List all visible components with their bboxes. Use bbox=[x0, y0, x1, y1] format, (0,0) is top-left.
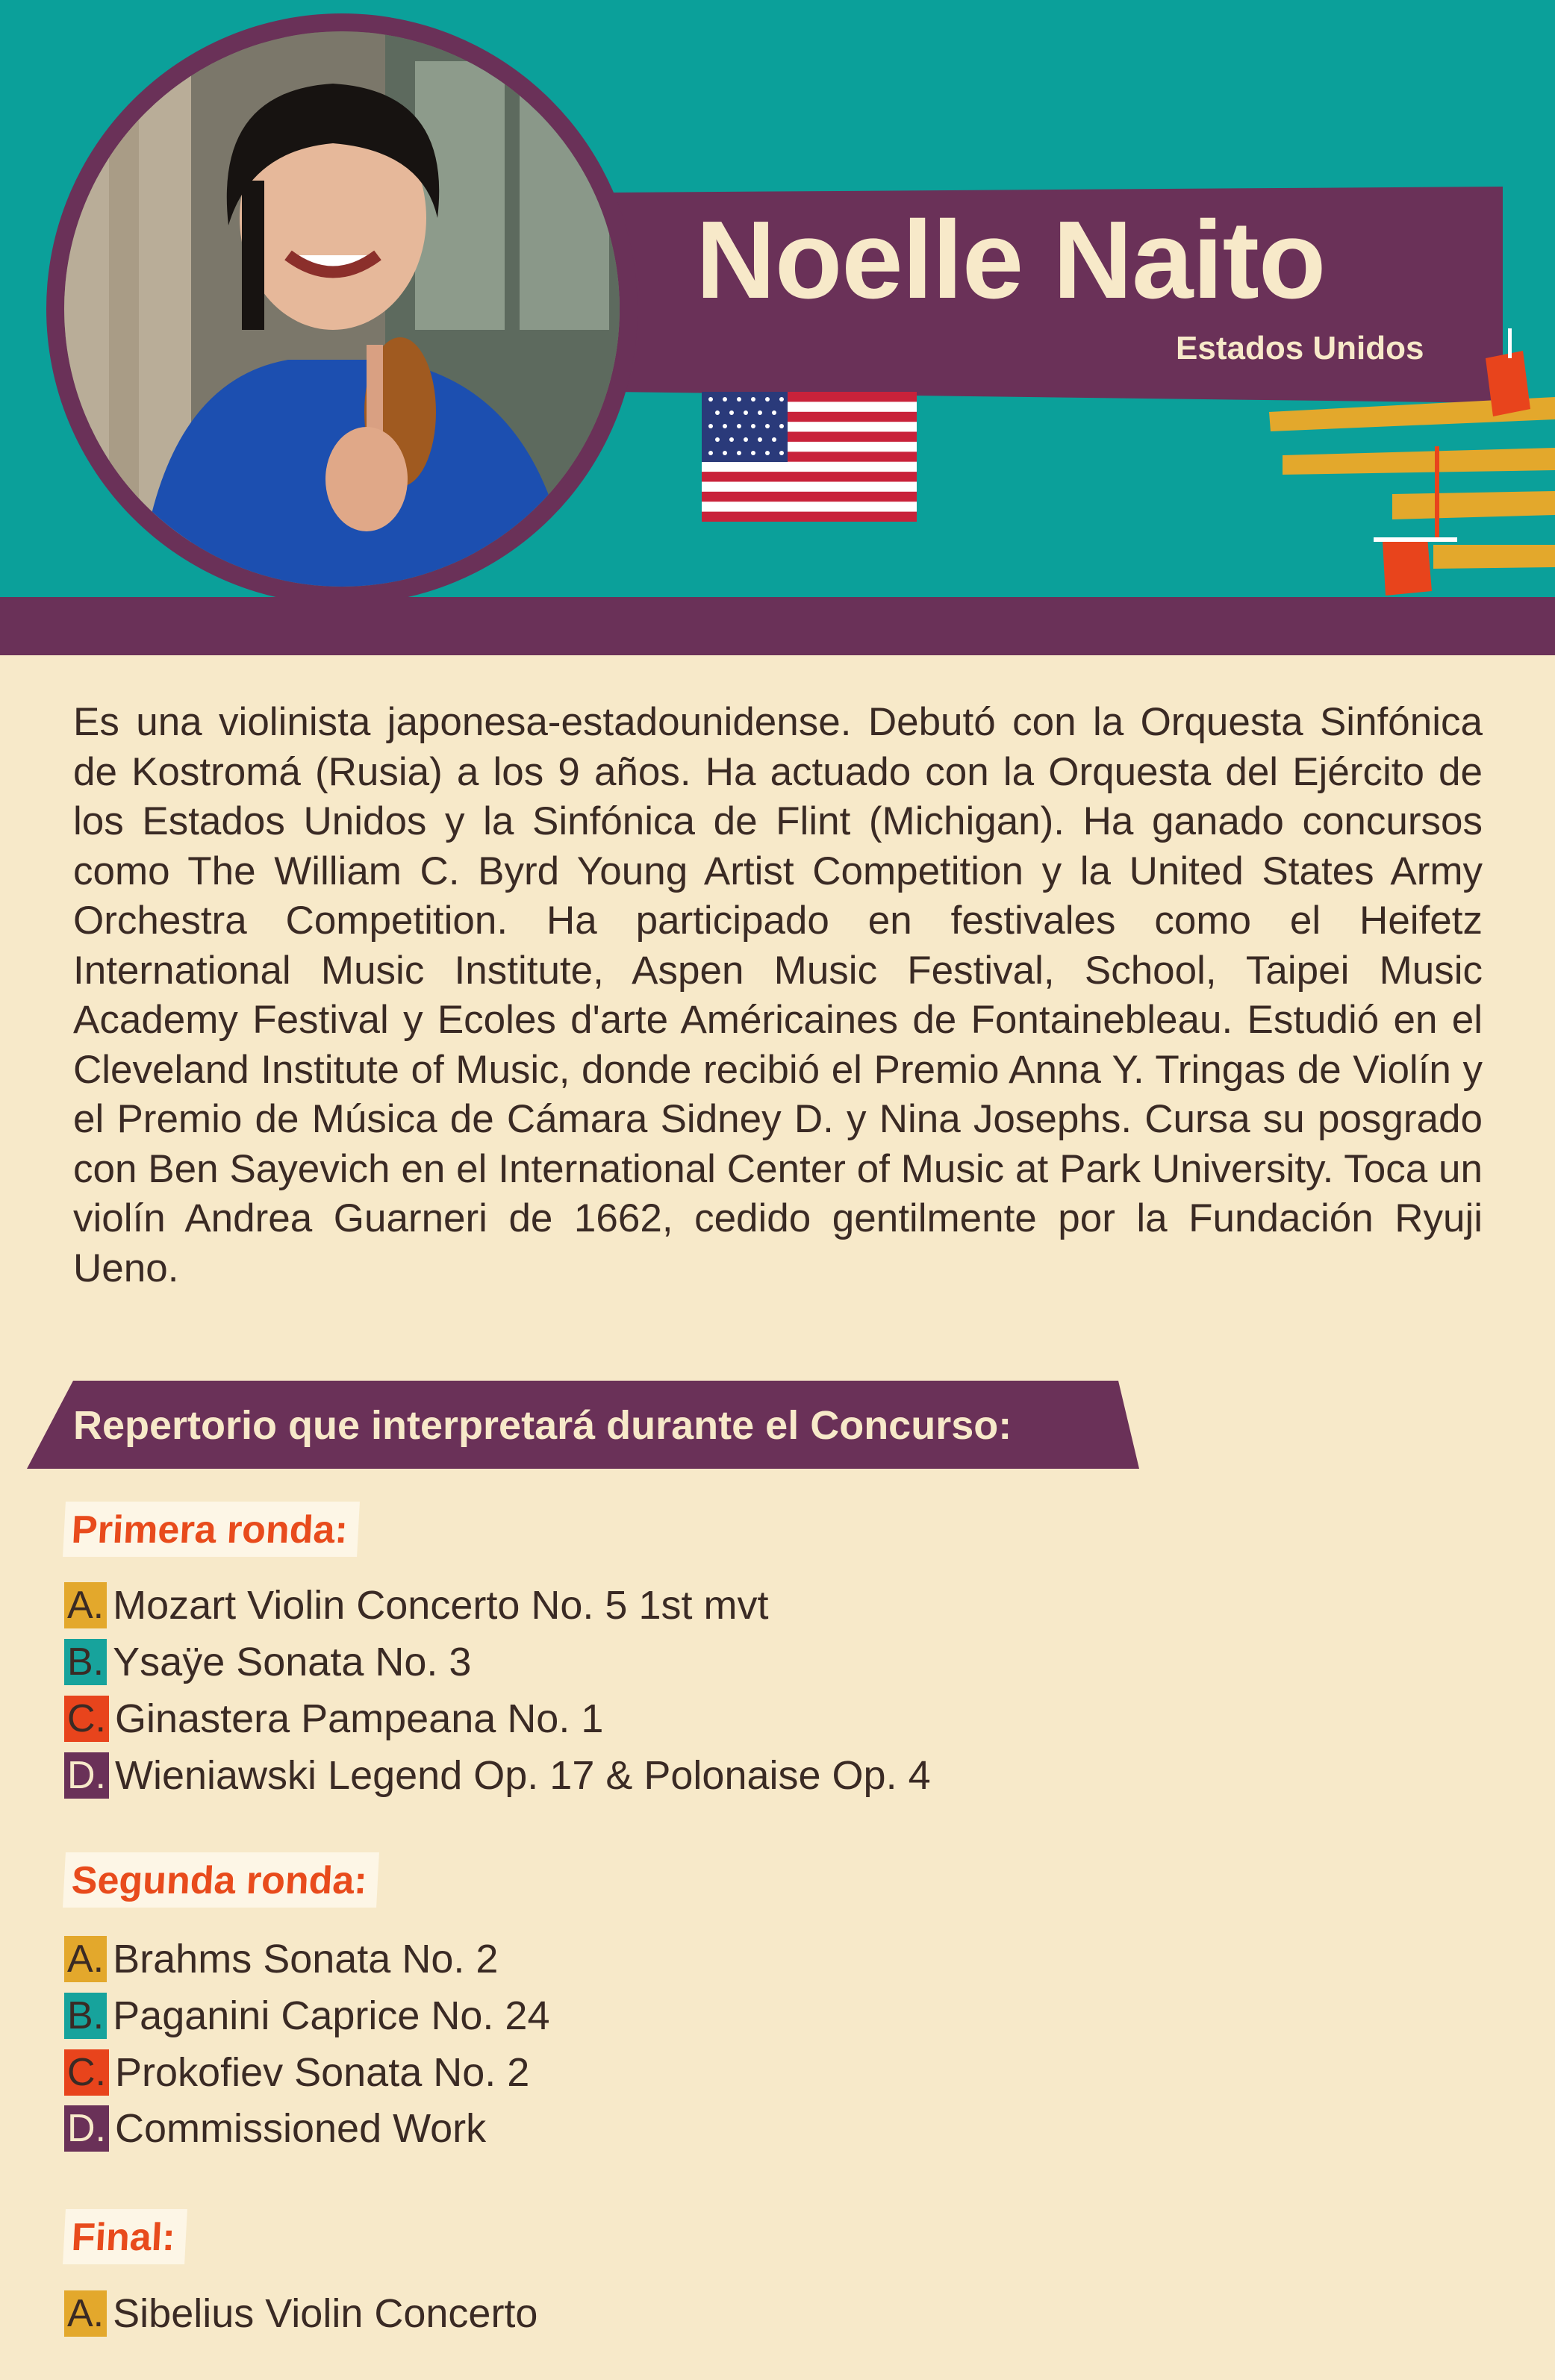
header-divider-bar bbox=[0, 597, 1555, 655]
item-letter-badge: C. bbox=[64, 1696, 109, 1742]
item-title: Commissioned Work bbox=[115, 2106, 487, 2151]
biography-text: Es una violinista japonesa-estadounidense. Debutó con la Orquesta Sinfónica de Kostromá (Rusia) a los 9 años. Ha actuado con la Orquesta del Ejército de los Estados Unidos y la Sinfónica de Flint (Michigan). Ha ganado concursos como The William C. Byrd Young Artist Competition y la United States Army Orchestra Competition. Ha participado en festivales como el Heifetz International Music Institute, Aspen Music Festival, School, Taipei Music Academy Festival y Ecoles d'arte Américaines de Fontainebleau. Estudió en el Cleveland Institute of Music, donde recibió el Premio Anna Y. Tringas de Violín y el Premio de Música de Cámara Sidney D. y Nina Josephs. Cursa su posgrado con Ben Sayevich en el International Center of Music at Park University. Toca un violín Andrea Guarneri de 1662, cedido gentilmente por la Fundación Ryuji Ueno. bbox=[73, 700, 1483, 1290]
item-letter-badge: D. bbox=[64, 1752, 109, 1799]
item-title: Ysaÿe Sonata No. 3 bbox=[113, 1640, 472, 1684]
item-title: Wieniawski Legend Op. 17 & Polonaise Op. 4 bbox=[115, 1753, 931, 1798]
list-item bbox=[64, 1752, 931, 1799]
music-staff-decoration bbox=[1269, 328, 1555, 597]
contestant-country: Estados Unidos bbox=[1176, 330, 1424, 366]
list-item bbox=[64, 2105, 486, 2152]
repertoire-title: Repertorio que interpretará durante el Concurso: bbox=[73, 1403, 1012, 1448]
list-item bbox=[64, 1935, 498, 1983]
list-item bbox=[64, 1581, 768, 1629]
item-title: Ginastera Pampeana No. 1 bbox=[115, 1696, 604, 1741]
item-title: Prokofiev Sonata No. 2 bbox=[115, 2050, 530, 2095]
round-label-final: Final: bbox=[63, 2209, 187, 2264]
round-label-second: Segunda ronda: bbox=[63, 1852, 379, 1908]
contestant-name: Noelle Naito bbox=[696, 199, 1326, 322]
item-title: Mozart Violin Concerto No. 5 1st mvt bbox=[113, 1583, 769, 1628]
list-item bbox=[64, 2049, 529, 2096]
portrait-photo bbox=[64, 31, 620, 587]
list-item bbox=[64, 1638, 471, 1686]
round-label-first: Primera ronda: bbox=[63, 1502, 360, 1557]
item-title: Sibelius Violin Concerto bbox=[113, 2291, 538, 2336]
item-title: Paganini Caprice No. 24 bbox=[113, 1993, 550, 2038]
item-letter-badge: A. bbox=[64, 2290, 107, 2337]
list-item bbox=[64, 1992, 550, 2040]
item-letter-badge: A. bbox=[64, 1936, 107, 1982]
item-letter-badge: B. bbox=[64, 1993, 107, 2039]
list-item bbox=[64, 1695, 603, 1743]
item-letter-badge: C. bbox=[64, 2049, 109, 2096]
list-item bbox=[64, 2290, 537, 2337]
header bbox=[0, 0, 1555, 597]
item-letter-badge: A. bbox=[64, 1582, 107, 1628]
item-letter-badge: D. bbox=[64, 2105, 109, 2152]
item-letter-badge: B. bbox=[64, 1639, 107, 1685]
us-flag-icon bbox=[702, 392, 917, 522]
item-title: Brahms Sonata No. 2 bbox=[113, 1937, 499, 1981]
